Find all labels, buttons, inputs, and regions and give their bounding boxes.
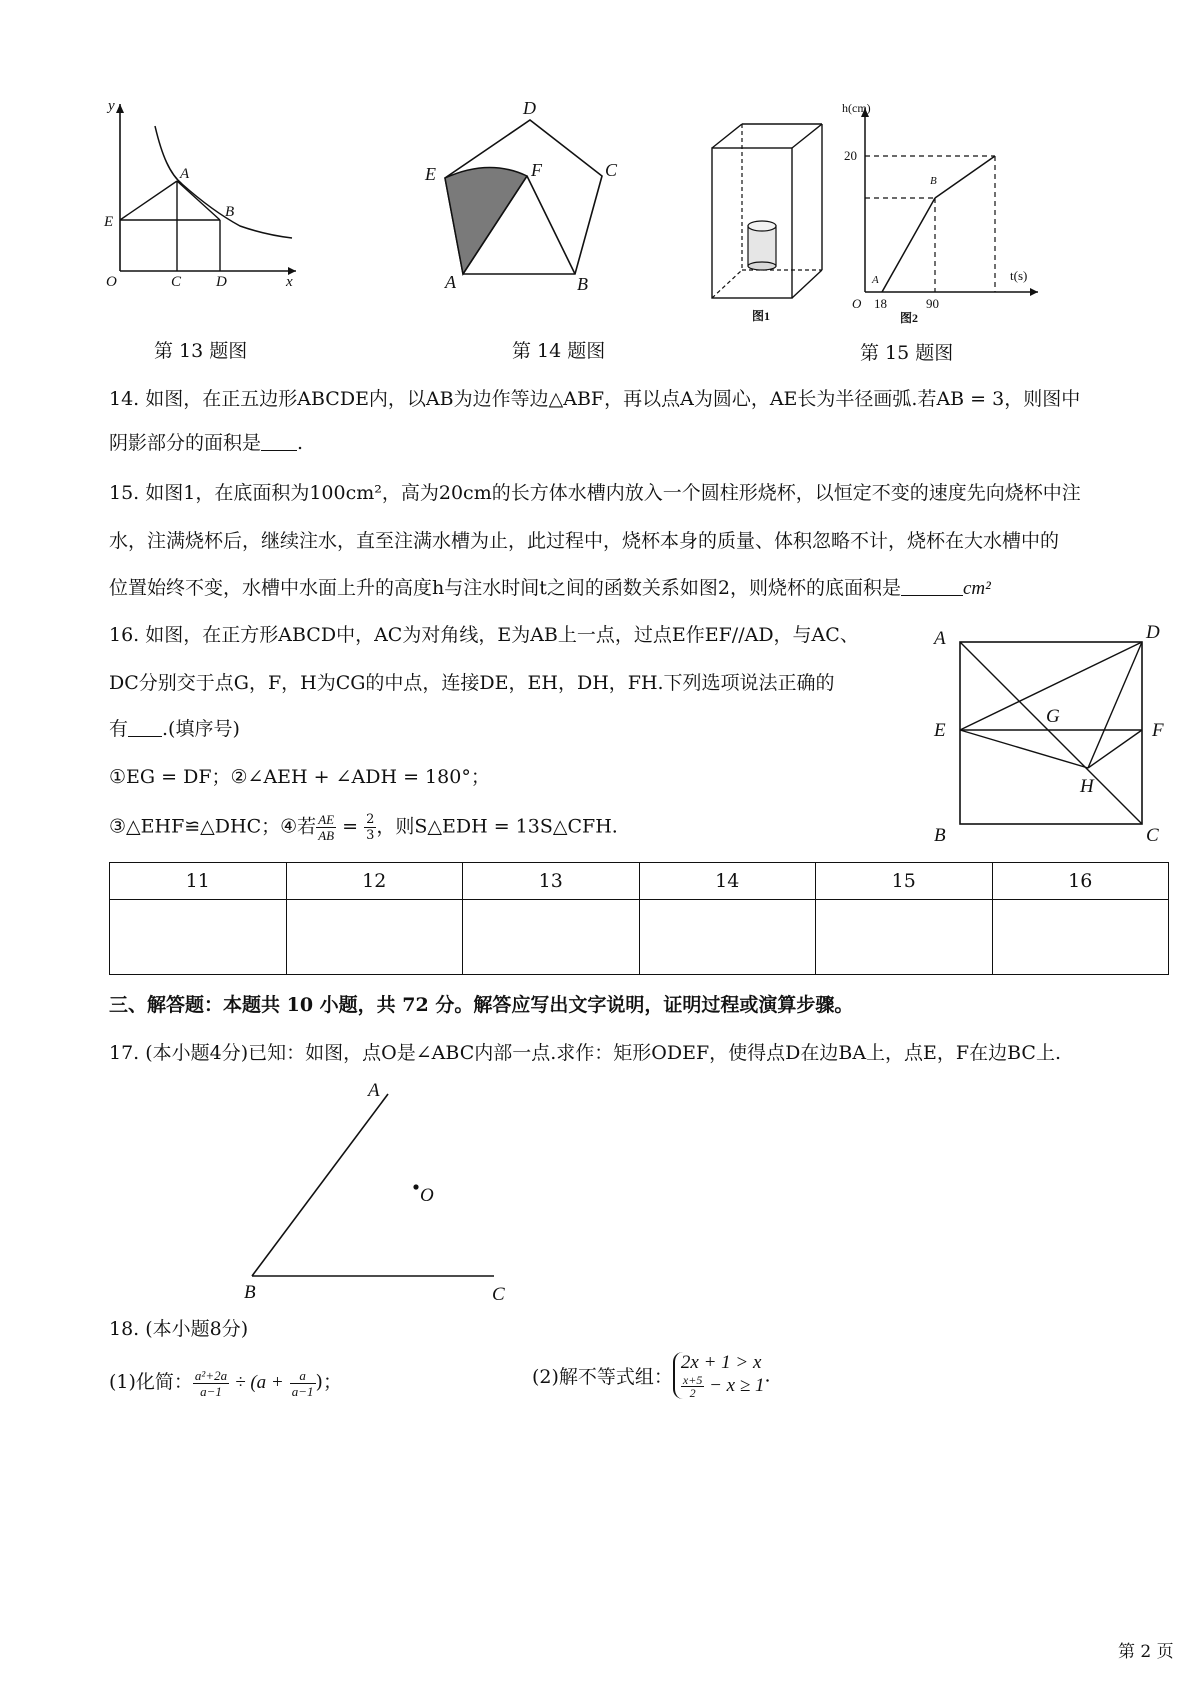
caption-figure-14: 第 14 题图 [512,340,606,362]
label-A: A [872,274,879,286]
q14-answer-blank[interactable] [261,432,297,451]
label-O: O [420,1185,434,1206]
graph-segment-1 [882,198,935,292]
label-B: B [244,1282,256,1303]
label-E: E [104,214,114,230]
label-B: B [577,274,588,294]
q18-ineq-1: 2x + 1 > x [680,1352,762,1373]
answer-cell-11[interactable] [110,900,287,975]
point-O [413,1184,418,1189]
q18-part1 [109,1362,342,1403]
label-fig2: 图2 [900,311,919,325]
label-E: E [934,720,946,741]
answer-cell-14[interactable] [639,900,816,975]
label-B: B [934,825,946,846]
q15-answer-blank[interactable] [901,577,963,596]
label-D: D [1146,622,1160,643]
q15-line3-text: 位置始终不变，水槽中水面上升的高度h与注水时间t之间的函数关系如图2，则烧杯的底面积是 [109,577,901,599]
q18-part2: (2)解不等式组： 2x + 1 > x $\frac{x+5}{2}$ − x ≥ 1 . [532,1352,771,1400]
graph-segment-2 [935,156,995,198]
q16-line3-text: 有 [109,718,129,740]
figure-14 [415,96,618,296]
tick-90: 90 [926,296,939,311]
q14-line1: 14. 如图，在正五边形ABCDE内，以AB为边作等边△ABF，再以点A为圆心，AE长为半径画弧.若AB = 3，则图中 [109,388,1081,410]
label-B: B [225,204,235,220]
q18-part1-mid: ÷ (a + [235,1372,284,1393]
label-E: E [425,164,436,184]
q16-frac-ae-ab: $\frac{AE}{AB}$ [318,812,335,843]
label-A: A [368,1080,380,1101]
tick-20: 20 [844,148,857,163]
ray-BA [252,1094,388,1276]
figure-15-tank [700,118,830,328]
label-O: O [852,296,862,311]
q16-answer-blank[interactable] [128,718,162,737]
tick-18: 18 [874,296,887,311]
q15-unit: cm² [962,578,991,599]
label-C: C [605,160,618,180]
q15-line3 [109,575,991,602]
page-number: 第 2 页 [1118,1642,1174,1662]
figure-15-graph [840,96,1050,326]
answer-cell-12[interactable] [286,900,463,975]
h-axis-label: h(cm) [842,101,871,115]
q18-inequality-system [673,1352,765,1399]
label-C: C [171,274,182,290]
q17-text: 17. (本小题4分)已知：如图，点O是∠ABC内部一点.求作：矩形ODEF，使得点D在边BA上，点E，F在边BC上. [109,1042,1062,1064]
q14-line2 [109,430,303,456]
label-C: C [1146,825,1159,846]
answer-cell-16[interactable] [992,900,1169,975]
q15-line2: 水，注满烧杯后，继续注水，直至注满水槽为止，此过程中，烧杯本身的质量、体积忽略不计，烧杯在大水槽中的 [109,530,1060,552]
q16-line3 [109,716,240,742]
q18-part2-label: (2)解不等式组： [532,1366,673,1388]
answer-table [109,862,1169,975]
figure-13 [100,96,310,306]
label-A: A [445,272,456,292]
q18-title: 18. (本小题8分) [109,1318,249,1340]
answer-table-answer-row [110,900,1169,975]
figure-17 [230,1076,520,1306]
beaker-cylinder [748,221,776,270]
label-F: F [1152,720,1164,741]
q16-option3: ③△EHF≌△DHC；④若 [109,815,317,838]
answer-header-16: 16 [992,863,1169,900]
shaded-sector [445,167,527,274]
label-D: D [523,98,536,118]
label-G: G [1046,706,1060,727]
caption-figure-13: 第 13 题图 [154,340,248,362]
label-fig1: 图1 [752,309,771,323]
q18-ineq-2: $\frac{x+5}{2}$ − x ≥ 1 [682,1373,765,1400]
answer-header-14: 14 [639,863,816,900]
figure-16 [920,616,1170,851]
q14-line2-end: . [297,432,304,454]
q16-options-3-4: ③△EHF≌△DHC；④若 $\frac{AE}{AB}$ = $\frac{2}{3}$ ，则S△EDH = 13S△CFH. [109,812,618,843]
label-A: A [934,628,946,649]
label-C: C [492,1284,505,1305]
answer-header-15: 15 [816,863,993,900]
q16-line1: 16. 如图，在正方形ABCD中，AC为对角线，E为AB上一点，过点E作EF//AD，与AC、 [109,624,859,646]
q14-line2-text: 阴影部分的面积是 [109,432,262,454]
label-D: D [216,274,227,290]
label-O: O [106,274,117,290]
label-y: y [108,98,115,114]
answer-cell-13[interactable] [463,900,640,975]
answer-header-13: 13 [463,863,640,900]
q16-frac-2-3: $\frac{2}{3}$ [366,812,375,843]
label-x: x [286,274,293,290]
label-A: A [180,166,190,182]
q18-part1-label: (1)化简： [109,1371,193,1393]
caption-figure-15: 第 15 题图 [860,342,954,364]
answer-header-12: 12 [286,863,463,900]
label-H: H [1080,776,1094,797]
q16-options-1-2: ①EG = DF；②∠AEH + ∠ADH = 180°； [109,766,490,788]
answer-cell-15[interactable] [816,900,993,975]
q18-part1-end: )； [315,1371,342,1393]
q16-line2: DC分别交于点G，F，H为CG的中点，连接DE，EH，DH，FH.下列选项说法正确的 [109,672,835,694]
answer-header-11: 11 [110,863,287,900]
section-3-title: 三、解答题：本题共 10 小题，共 72 分。解答应写出文字说明，证明过程或演算步骤。 [109,994,854,1016]
label-B: B [930,175,937,187]
t-axis-label: t(s) [1010,268,1028,283]
q16-option4-tail: ，则S△EDH = 13S△CFH. [376,815,618,838]
q16-line3-end: .(填序号) [162,718,240,740]
q18-frac-1: $\frac{\text{a²+2a}}{a-1}$ [194,1367,228,1399]
answer-table-header-row [110,863,1169,900]
q15-line1: 15. 如图1，在底面积为100cm²，高为20cm的长方体水槽内放入一个圆柱形烧杯，以恒定不变的速度先向烧杯中注 [109,482,1081,504]
label-F: F [531,160,542,180]
q18-frac-2: $\frac{a}{a-1}$ [291,1367,314,1399]
